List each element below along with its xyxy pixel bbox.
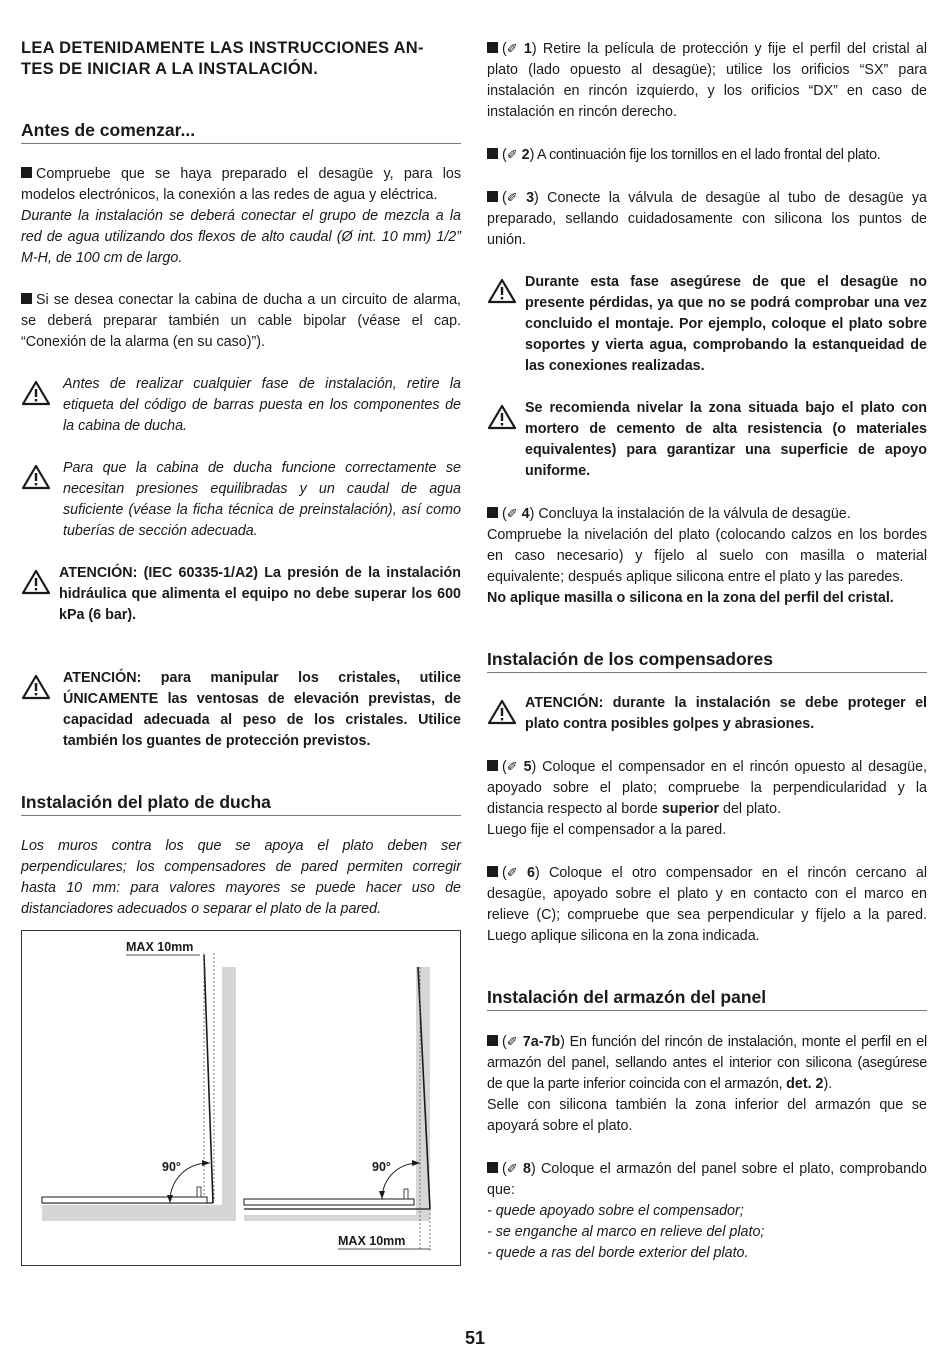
pencil-icon: ✐ <box>506 147 518 162</box>
heading-armazon: Instalación del armazón del panel <box>487 985 927 1011</box>
step-1: (✐ 1) Retire la película de protección y fije el perfil del cristal al plato (lado opuesto al desagüe); utilice los orificios “SX” para instalación en rincón izquierdo, y los orificios “DX” en caso de instalación en rincón derecho. <box>487 38 927 123</box>
left-column <box>21 38 461 920</box>
page-number: 51 <box>464 1328 486 1348</box>
heading-compensadores: Instalación de los compensadores <box>487 647 927 673</box>
main-title-line2: TES DE INICIAR A LA INSTALACIÓN. <box>21 60 319 78</box>
bullet-square-icon <box>21 167 32 178</box>
bullet-square-icon <box>487 191 498 202</box>
bullet-square-icon <box>487 42 498 53</box>
warning-triangle-icon <box>21 563 59 600</box>
main-title-line1: LEA DETENIDAMENTE LAS INSTRUCCIONES AN- <box>21 39 424 57</box>
warning-triangle-icon <box>21 668 63 705</box>
installation-diagram <box>21 930 461 1266</box>
warning-triangle-icon <box>21 458 63 495</box>
warning-protect: ATENCIÓN: durante la instalación se debe proteger el plato contra posibles golpes y abrasiones. <box>487 693 927 735</box>
pencil-icon: ✐ <box>506 759 518 774</box>
warning-triangle-icon <box>487 693 525 730</box>
wall-floor-left <box>42 967 236 1221</box>
label-max-top: MAX 10mm <box>126 940 194 954</box>
step-6: (✐ 6) Coloque el otro compensador en el rincón cercano al desagüe, apoyado sobre el plato y en contacto con el marco en relieve (C); compruebe que sea perpendicular y fíjelo a la pared. Luego aplique silicona en la zona indicada. <box>487 862 927 947</box>
pencil-icon: ✐ <box>506 41 518 56</box>
heading-plato: Instalación del plato de ducha <box>21 790 461 816</box>
warning-triangle-icon <box>487 272 525 309</box>
tray-right <box>244 1199 414 1205</box>
warning-barcode: Antes de realizar cualquier fase de instalación, retire la etiqueta del código de barras puesta en los componentes de la cabina de ducha. <box>21 374 461 437</box>
wall-floor-right <box>244 967 430 1221</box>
step-8: (✐ 8) Coloque el armazón del panel sobre el plato, comprobando que: - quede apoyado sobre el compensador; - se enganche al marco en relieve del plato; - quede a ras del borde exterior del plato. <box>487 1158 927 1264</box>
pencil-icon: ✐ <box>506 506 518 521</box>
pencil-icon: ✐ <box>506 190 518 205</box>
tray-left <box>42 1197 207 1203</box>
bullet-square-icon <box>487 1162 498 1173</box>
step-3: (✐ 3) Conecte la válvula de desagüe al tubo de desagüe ya preparado, sellando cuidadosamente con silicona los puntos de unión. <box>487 187 927 251</box>
step-5: (✐ 5) Coloque el compensador en el rincón opuesto al desagüe, apoyado sobre el plato; compruebe la perpendicularidad y la distancia respecto al borde superior del plato. Luego fije el compensador a la pared. <box>487 756 927 841</box>
bullet-square-icon <box>487 760 498 771</box>
pencil-icon: ✐ <box>506 1034 518 1049</box>
warning-triangle-icon <box>487 398 525 435</box>
step-4: (✐ 4) Concluya la instalación de la válvula de desagüe. Compruebe la nivelación del plato (colocando calzos en los bordes en caso necesario) y fíjelo al suelo con masilla o material equivalente; después aplique silicona entre el plato y las paredes. No aplique masilla o silicona en la zona del perfil del cristal. <box>487 503 927 609</box>
warning-iec: ATENCIÓN: (IEC 60335-1/A2) La presión de la instalación hidráulica que alimenta el equipo no debe superar los 600 kPa (6 bar). <box>21 563 461 626</box>
right-column <box>487 38 927 1264</box>
label-angle-right: 90° <box>372 1160 391 1174</box>
wall-tray-figure <box>22 931 460 1265</box>
plato-paragraph: Los muros contra los que se apoya el plato deben ser perpendiculares; los compensadores de pared permiten corregir hasta 10 mm: para valores mayores se puede hacer uso de distanciadores adecuados o separar el plato de la pared. <box>21 838 461 917</box>
antes-paragraph-1: Compruebe que se haya preparado el desagüe y, para los modelos electrónicos, la conexión a las redes de agua y eléctrica. Durante la instalación se deberá conectar el grupo de mezcla a la red de agua utilizando dos flexos de alto caudal (Ø int. 10 mm) 1/2” M-H, de 100 cm de largo. <box>21 166 461 266</box>
step-7: (✐ 7a-7b) En función del rincón de instalación, monte el perfil en el armazón del panel, sellando antes el interior con silicona (asegúrese de que la parte inferior coincida con el armazón, det. 2). Selle con silicona también la zona inferior del armazón que se apoyará sobre el plato. <box>487 1031 927 1137</box>
pencil-icon: ✐ <box>506 1161 518 1176</box>
heading-antes: Antes de comenzar... <box>21 118 461 144</box>
step-2: (✐ 2) A continuación fije los tornillos en el lado frontal del plato. <box>487 144 927 166</box>
bullet-square-icon <box>487 1035 498 1046</box>
bullet-square-icon <box>21 293 32 304</box>
bullet-square-icon <box>487 866 498 877</box>
warning-triangle-icon <box>21 374 63 411</box>
warning-mortar: Se recomienda nivelar la zona situada bajo el plato con mortero de cemento de alta resistencia (o materiales equivalentes) para garantizar una superficie de apoyo uniforme. <box>487 398 927 482</box>
bullet-square-icon <box>487 507 498 518</box>
pencil-icon: ✐ <box>506 865 518 880</box>
wall-line-left <box>204 955 213 1203</box>
bullet-square-icon <box>487 148 498 159</box>
label-angle-left: 90° <box>162 1160 181 1174</box>
label-max-bottom: MAX 10mm <box>338 1234 406 1248</box>
warning-pressure: Para que la cabina de ducha funcione correctamente se necesitan presiones equilibradas y un caudal de agua suficiente (véase la ficha técnica de preinstalación), así como tuberías de sección adecuada. <box>21 458 461 542</box>
warning-leaks: Durante esta fase asegúrese de que el desagüe no presente pérdidas, ya que no se podrá comprobar una vez concluido el montaje. Por ejemplo, coloque el plato sobre soportes y vierta agua, comprobando la estanqueidad de las conexiones realizadas. <box>487 272 927 377</box>
antes-paragraph-2: Si se desea conectar la cabina de ducha a un circuito de alarma, se deberá preparar también un cable bipolar (véase el cap. “Conexión de la alarma (en su caso)”). <box>21 292 461 350</box>
warning-glass: ATENCIÓN: para manipular los cristales, utilice ÚNICAMENTE las ventosas de elevación previstas, de capacidad adecuada al peso de los cristales. Utilice también los guantes de protección previstos. <box>21 668 461 752</box>
